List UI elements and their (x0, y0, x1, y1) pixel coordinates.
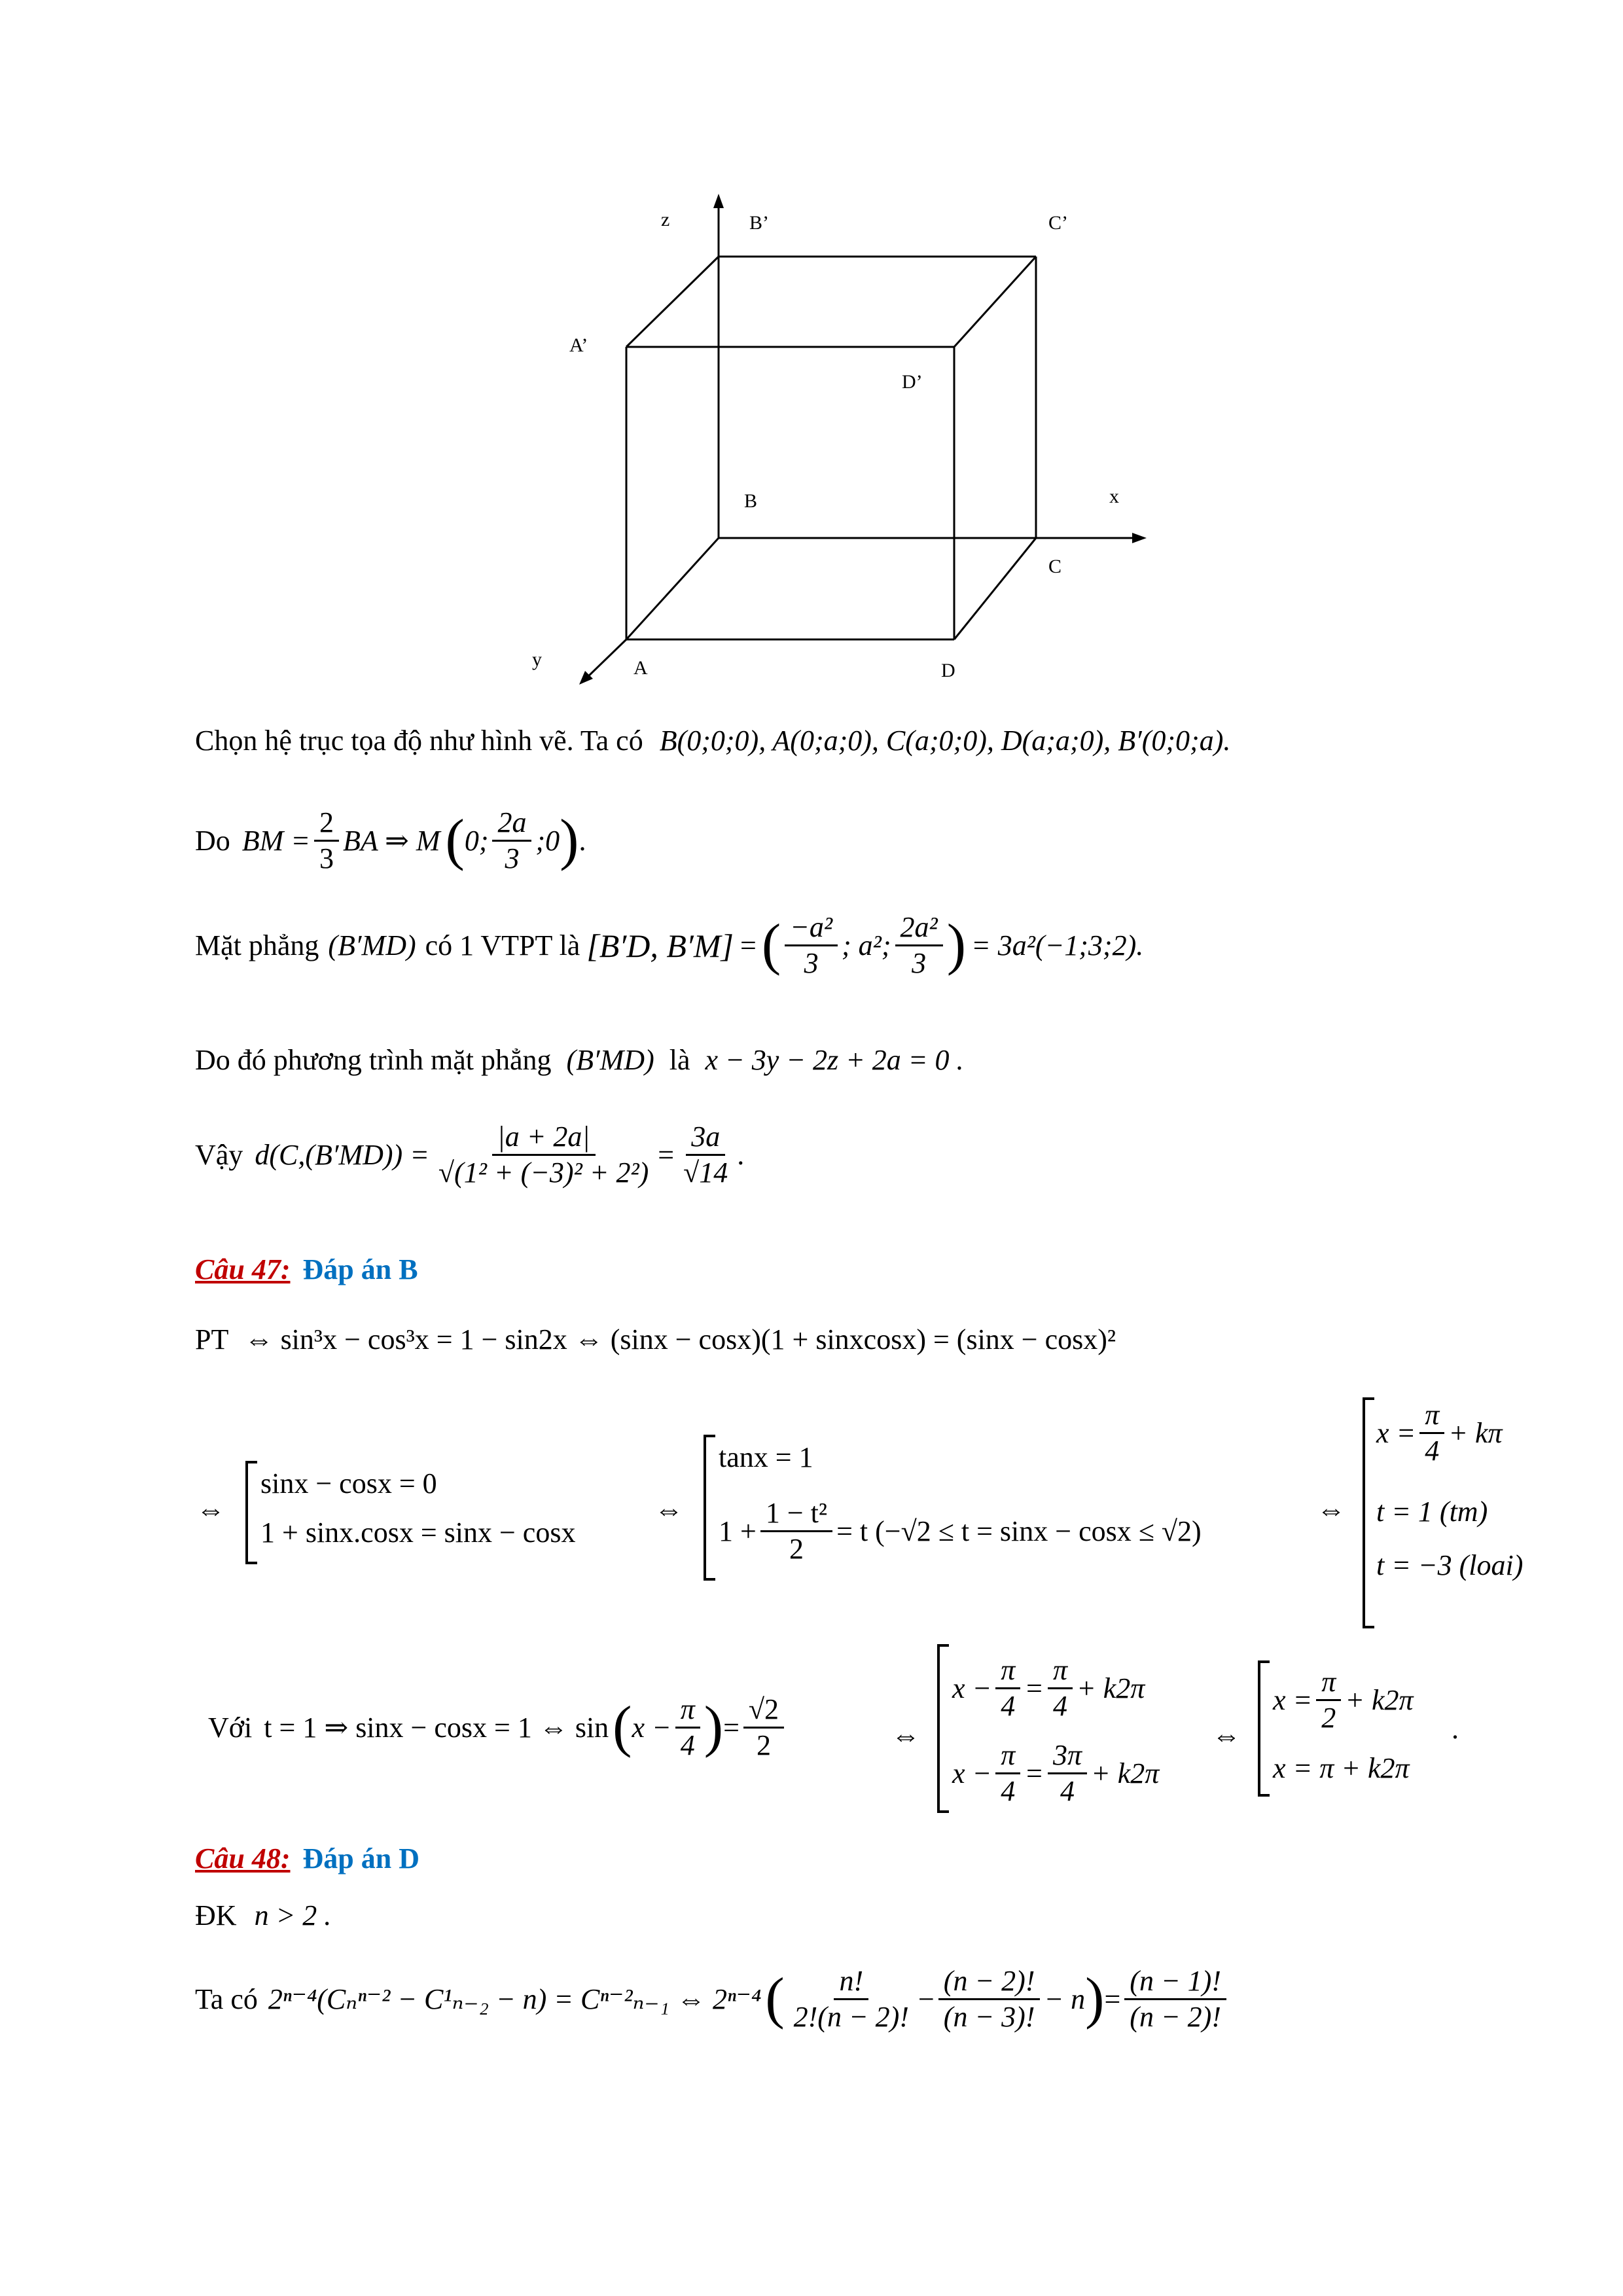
bracket-2 (704, 1435, 715, 1581)
dk-math: n > 2 . (254, 1899, 332, 1931)
frac-2a2-3: $\frac{\text{2a²}}{3}$ (895, 913, 943, 978)
frac-sqrt2-2: $\frac{√2}{2}$ (743, 1695, 784, 1760)
sys2-line1: tanx = 1 (719, 1441, 813, 1473)
line5-d: d(C,(B′MD)) = (255, 1138, 429, 1171)
frac-1-t2: $\frac{\text{1 − t²}}{2}$ (760, 1499, 832, 1564)
line1-math: B(0;0;0), A(0;a;0), C(a;0;0), D(a;a;0), B′(0;0;a). (659, 725, 1231, 757)
dk-text: ĐK (195, 1899, 237, 1931)
sys3-line2: t = 1 (tm) (1376, 1496, 1488, 1528)
axis-z-arrow (713, 194, 724, 208)
q47-answer: Đáp án B (302, 1253, 418, 1285)
edge-dp-cp (954, 257, 1036, 347)
line2-d: ;0 (535, 824, 560, 857)
sys5-line2: x = π + k2π (1273, 1752, 1410, 1784)
axis-x-arrow (1132, 533, 1147, 543)
line1-text: Chọn hệ trục tọa độ như hình vẽ. Ta có (195, 725, 643, 757)
line5-eq: = (658, 1138, 675, 1171)
line-normal-vector: Mặt phẳng (B′MD) có 1 VTPT là [B′D, B′M] = ( $\frac{\text{−a²}}{3}$ ; a²; $\frac{\text{2a²}}{3}$ ) = 3a²(−1;3;2). (195, 911, 1144, 979)
sys1-line1: sinx − cosx = 0 (260, 1467, 437, 1499)
line2-a: BM = (241, 824, 311, 857)
line3-mid: ; a²; (842, 929, 891, 961)
line4-text2: là (669, 1044, 690, 1076)
label-y: y (532, 649, 542, 670)
label-ap: A’ (569, 334, 588, 356)
sys3-line3: t = −3 (loai) (1376, 1549, 1524, 1581)
line4-equation: x − 3y − 2z + 2a = 0 . (705, 1044, 964, 1076)
bracket-3 (1363, 1397, 1374, 1628)
sys2-line2: 1 + $\frac{\text{1 − t²}}{2}$ = t (−√2 ≤ t = sinx − cosx ≤ √2) (719, 1497, 1202, 1565)
line2-c: 0; (464, 824, 489, 857)
edge-ap-bp (626, 257, 719, 347)
line3-text: Mặt phẳng (195, 929, 319, 961)
line-plane-equation (195, 1046, 963, 1075)
frac-n-fact: $\frac{n!}{2!(n - 2)!}$ (793, 1965, 909, 2033)
iff-4: ⇔ (891, 1719, 920, 1751)
q48-header (195, 1844, 419, 1873)
line3-result: = 3a²(−1;3;2). (971, 929, 1144, 961)
bracket-4 (937, 1644, 949, 1813)
frac-2-3: $\frac{2}{3}$ (314, 808, 339, 873)
frac-n2-n3: $\frac{(n - 2)!}{(n - 3)!}$ (938, 1967, 1041, 2032)
line2-b: BA ⇒ M (343, 824, 440, 857)
line2-text: Do (195, 824, 230, 857)
frac-n1-n2: $\frac{(n - 1)!}{(n - 2)!}$ (1124, 1967, 1226, 2032)
q48-equation: Ta có 2ⁿ⁻⁴(Cₙⁿ⁻² − C¹ₙ₋₂ − n) = Cⁿ⁻²ₙ₋₁ ⇔ 2ⁿ⁻⁴ ( $\frac{n!}{2!(n - 2)!}$ − $\frac{(n - 2)!}{(n - 3)!}$ − n ) = $\frac{(n - 1)!}{(n - 2)!}$ (195, 1967, 1230, 2032)
label-x: x (1109, 486, 1119, 507)
line3-vector: [B′D, B′M] (586, 927, 734, 964)
line-bm: Do BM = $\frac{2}{3}$ BA ⇒ M ( 0; $\frac{2a}{3}$ ;0 ) . (195, 806, 586, 874)
label-a: A (633, 657, 648, 679)
label-dp: D’ (902, 371, 923, 393)
line4-text: Do đó phương trình mặt phẳng (195, 1044, 552, 1076)
label-c: C (1048, 556, 1062, 577)
frac-pi-4-b: $\frac{\pi}{4}$ (675, 1695, 700, 1760)
frac-pi-4-a: $\frac{\pi}{4}$ (1419, 1401, 1444, 1465)
label-bp: B’ (749, 212, 769, 234)
sys3-line1: x = $\frac{\pi}{4}$ + kπ (1376, 1399, 1503, 1467)
line5-text: Vậy (195, 1138, 243, 1171)
q47-header (195, 1255, 418, 1284)
sys4-line1: x − $\frac{\pi}{4}$ = $\frac{\pi}{4}$ + k2π (952, 1654, 1145, 1722)
line4-plane: (B′MD) (566, 1044, 654, 1076)
sys4-line2: x − $\frac{\pi}{4}$ = $\frac{3\pi}{4}$ + k2π (952, 1739, 1160, 1807)
line-choose-axes (195, 726, 1230, 755)
sys5-line1: x = $\frac{\pi}{2}$ + k2π (1273, 1666, 1414, 1734)
bracket-1 (245, 1461, 257, 1564)
edge-d-c (954, 538, 1036, 639)
frac-2a-3: $\frac{2a}{3}$ (492, 808, 531, 873)
pt-text: PT (195, 1323, 228, 1355)
sys1-line2: 1 + sinx.cosx = sinx − cosx (260, 1516, 576, 1549)
with-t1-line: Với t = 1 ⇒ sinx − cosx = 1 ⇔ sin ( x − $\frac{\pi}{4}$ ) = $\frac{√2}{2}$ (208, 1695, 788, 1760)
iff-1: ⇔ (196, 1494, 225, 1526)
sys5-dot: . (1452, 1713, 1459, 1745)
q48-label: Câu 48: (195, 1842, 291, 1874)
tc-text: Ta có (195, 1982, 258, 2015)
line3-text2: có 1 VTPT là (425, 929, 580, 961)
frac-distance: $\frac{|a + 2a|}{\text{√(1² + (−3)² + 2²)}}$ (438, 1121, 649, 1189)
q47-label: Câu 47: (195, 1253, 291, 1285)
with-text: Với (208, 1711, 253, 1744)
label-z: z (661, 209, 670, 230)
bracket-5 (1258, 1660, 1270, 1797)
line3-plane: (B′MD) (328, 929, 416, 961)
q48-condition (195, 1901, 331, 1930)
frac-neg-a2-3: $\frac{\text{−a²}}{3}$ (785, 913, 838, 978)
iff-5: ⇔ (1212, 1719, 1241, 1751)
label-d: D (941, 660, 955, 681)
q48-answer: Đáp án D (302, 1842, 419, 1874)
label-b: B (744, 490, 758, 512)
label-cp: C’ (1048, 212, 1068, 234)
pt-equation: ⇔ sin³x − cos³x = 1 − sin2x ⇔ (sinx − cosx)(1 + sinxcosx) = (sinx − cosx)² (244, 1323, 1116, 1355)
q47-pt-line (195, 1325, 1116, 1354)
axis-y-line (586, 639, 626, 679)
line-distance: Vậy d(C,(B′MD)) = $\frac{|a + 2a|}{\text{√(1² + (−3)² + 2²)}}$ = $\frac{3a}{√14}$ . (195, 1121, 745, 1189)
iff-3: ⇔ (1317, 1494, 1346, 1526)
iff-2: ⇔ (654, 1494, 683, 1526)
cube-figure (0, 0, 1623, 720)
frac-3a-sqrt14: $\frac{3a}{√14}$ (683, 1121, 728, 1189)
edge-a-b (626, 538, 719, 639)
